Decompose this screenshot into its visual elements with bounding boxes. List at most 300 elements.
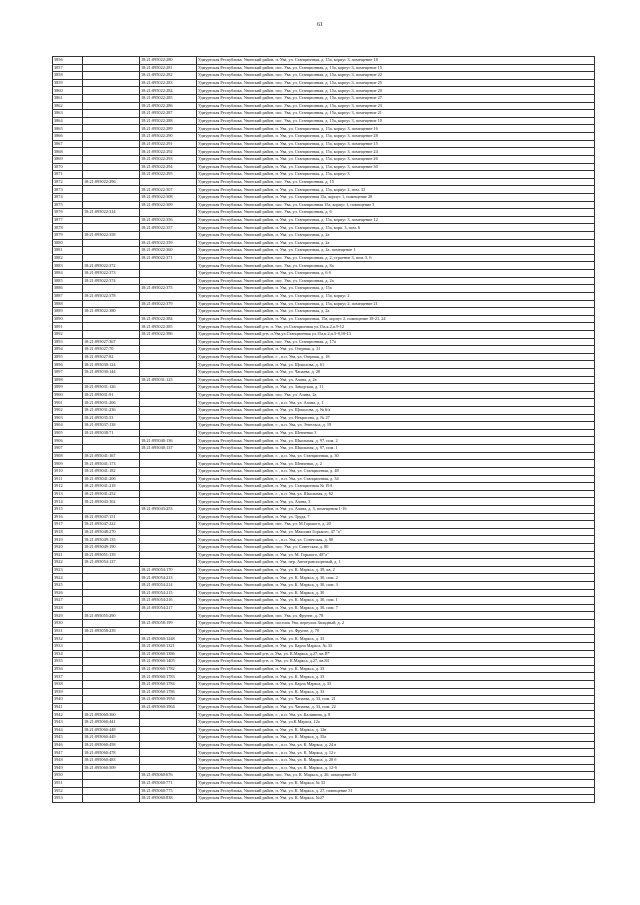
address-cell: Удмуртская Республика, Увинский район, п. Ува, ул. Заводская, д. 11 <box>197 384 595 392</box>
row-number-cell: 3868 <box>53 148 83 156</box>
table-row <box>53 749 595 757</box>
premises-number-cell: 18:21:095060:1964 <box>140 703 197 711</box>
cadastral-number-cell <box>83 665 140 673</box>
row-number-cell: 3945 <box>53 734 83 742</box>
cadastral-number-cell: 18:21:095022:380 <box>83 308 140 316</box>
premises-number-cell <box>140 711 197 719</box>
cadastral-number-cell <box>83 247 140 255</box>
cadastral-number-cell: 18:21:095060:449 <box>83 734 140 742</box>
cadastral-number-cell <box>83 330 140 338</box>
table-row <box>53 148 595 156</box>
address-cell: Удмуртская Республика, Увинский район, г. , п.п. Ува, ул. Школьная, д. 62 <box>197 490 595 498</box>
row-number-cell: 3860 <box>53 87 83 95</box>
premises-number-cell: 18:21:095040:137 <box>140 445 197 453</box>
premises-number-cell: 18:21:095022:307 <box>140 186 197 194</box>
cadastral-number-cell <box>83 186 140 194</box>
page-number: 61 <box>317 22 323 28</box>
address-cell: Удмуртская Республика, Увинский район, п. Ува, ул. Чапаева, д. 33, пом. 21 <box>197 696 595 704</box>
row-number-cell: 3881 <box>53 247 83 255</box>
premises-number-cell <box>140 368 197 376</box>
cadastral-number-cell: 18:21:095022:358 <box>83 232 140 240</box>
premises-number-cell <box>140 407 197 415</box>
cadastral-number-cell <box>83 102 140 110</box>
premises-number-cell <box>140 498 197 506</box>
address-cell: Удмуртская Республика, Увинский район, п. Ува, ул. Щоколова, д. № 6/а <box>197 407 595 415</box>
address-cell: Удмуртская Республика, Увинский район, п. Ува, ул. К. Маркса, д. 35а <box>197 734 595 742</box>
address-cell: Удмуртская Республика, Увинский район, п. Ува, ул. Станционная, д. 15а, корпус 3, помещение 15 <box>197 140 595 148</box>
address-cell: Удмуртская Республика, Увинский район, г. , п.п. Ува, ул. Энгельса, д. 19 <box>197 422 595 430</box>
row-number-cell: 3856 <box>53 57 83 65</box>
cadastral-number-cell: 18:21:095041:218 <box>83 483 140 491</box>
address-cell: Удмуртская Республика, Увинский район, пос. Ува, ул. Станционная, д. 2а <box>197 277 595 285</box>
address-cell: Удмуртская Республика, Увинский район, п. Ува, ул. Станционная, д. 2а <box>197 239 595 247</box>
cadastral-number-cell <box>83 597 140 605</box>
cadastral-number-cell: 18:21:095022:372 <box>83 262 140 270</box>
address-cell: Удмуртская Республика, Увинский район, п. Ува, ул. Станционная, д. 15а <box>197 285 595 293</box>
row-number-cell: 3901 <box>53 399 83 407</box>
table-row <box>53 155 595 163</box>
address-cell: Удмуртская Республика, Увинский район, поселок Ува, переулок Западный, д. 2 <box>197 620 595 628</box>
cadastral-number-cell: 18:21:095049:190 <box>83 544 140 552</box>
table-row <box>53 483 595 491</box>
premises-number-cell: 18:21:095022:282 <box>140 72 197 80</box>
row-number-cell: 3874 <box>53 193 83 201</box>
premises-number-cell: 18:21:095022:292 <box>140 148 197 156</box>
premises-number-cell <box>140 209 197 217</box>
table-row <box>53 193 595 201</box>
premises-number-cell: 18:21:095060:1386 <box>140 650 197 658</box>
premises-number-cell: 18:21:095022:291 <box>140 140 197 148</box>
address-cell: Удмуртская Республика, Увинский район, п. Ува, ул. Озерная, д. 21 <box>197 346 595 354</box>
address-cell: Удмуртская Республика, Увинский район, г. , п.п. Ува, ул. Станционная, д. 34 <box>197 475 595 483</box>
row-number-cell: 3936 <box>53 665 83 673</box>
address-cell: Удмуртская Республика, Увинский р-н, п. Ува, ул. К.Маркса, д.27, кв.84 <box>197 658 595 666</box>
cadastral-number-cell: 18:21:095027:82 <box>83 353 140 361</box>
premises-number-cell <box>140 460 197 468</box>
cadastral-number-cell <box>83 148 140 156</box>
cadastral-number-cell <box>83 620 140 628</box>
row-number-cell: 3908 <box>53 452 83 460</box>
premises-number-cell <box>140 559 197 567</box>
premises-number-cell <box>140 399 197 407</box>
premises-number-cell: 18:21:095040:136 <box>140 437 197 445</box>
address-cell: Удмуртская Республика, Увинский район, п. Ува, ул. Карла Маркса, д. 33 <box>197 680 595 688</box>
cadastral-number-cell <box>83 772 140 780</box>
table-row <box>53 95 595 103</box>
address-cell: Удмуртская Республика, Увинский район, п. Ува, ул. Чапаева, д. 28 <box>197 368 595 376</box>
cadastral-number-cell <box>83 87 140 95</box>
row-number-cell: 3889 <box>53 308 83 316</box>
row-number-cell: 3911 <box>53 475 83 483</box>
address-cell: Удмуртская Республика, Увинский район, п. Ува, ул. Азина, 3 <box>197 498 595 506</box>
cadastral-number-cell: 18:21:095049:135 <box>83 536 140 544</box>
premises-number-cell <box>140 521 197 529</box>
premises-number-cell <box>140 719 197 727</box>
address-cell: Удмуртская Республика, Увинский район, пос. Ува, ул. Станционная, д. 8а <box>197 262 595 270</box>
row-number-cell: 3896 <box>53 361 83 369</box>
address-cell: Удмуртская Республика, Увинский район, пос. Ува, ул. Станционная, д. 15а, корпус 3, помещение 20 <box>197 87 595 95</box>
row-number-cell: 3877 <box>53 216 83 224</box>
row-number-cell: 3950 <box>53 772 83 780</box>
premises-number-cell <box>140 528 197 536</box>
row-number-cell: 3913 <box>53 490 83 498</box>
address-cell: Удмуртская Республика, Увинский район, п. Ува, ул. Станционная, д. 2а <box>197 308 595 316</box>
cadastral-number-cell: 18:21:095060:441 <box>83 719 140 727</box>
cadastral-number-cell <box>83 110 140 118</box>
premises-number-cell <box>140 422 197 430</box>
premises-number-cell <box>140 467 197 475</box>
table-row <box>53 232 595 240</box>
table-row <box>53 376 595 384</box>
premises-number-cell: 18:21:095022:384 <box>140 315 197 323</box>
address-cell: Удмуртская Республика, Увинский район, п. Ува, ул. Станционная, д. 15а, корпус 2, помещение 21 <box>197 300 595 308</box>
table-row <box>53 391 595 399</box>
table-row <box>53 346 595 354</box>
address-cell: Удмуртская Республика, Увинский район, г. , п.п. Ува, ул. К. Маркса, д. 20 б <box>197 757 595 765</box>
cadastral-number-cell <box>83 163 140 171</box>
row-number-cell: 3902 <box>53 407 83 415</box>
table-row <box>53 117 595 125</box>
cadastral-number-cell <box>83 680 140 688</box>
address-cell: Удмуртская Республика, Увинский район, п. Ува, ул. К. Маркса, д. 27, помещение 51 <box>197 787 595 795</box>
row-number-cell: 3931 <box>53 627 83 635</box>
table-row <box>53 133 595 141</box>
row-number-cell: 3897 <box>53 368 83 376</box>
table-row <box>53 642 595 650</box>
address-cell: Удмуртская Республика, Увинский район, п. Ува, ул. Станционная, д. 15а, корпус 2, пом. 33 <box>197 186 595 194</box>
row-number-cell: 3871 <box>53 171 83 179</box>
row-number-cell: 3882 <box>53 254 83 262</box>
row-number-cell: 3953 <box>53 795 83 803</box>
premises-number-cell <box>140 551 197 559</box>
registry-table <box>52 56 595 803</box>
address-cell: Удмуртская Республика, Увинский район, пос. Ува, ул. Станционная, д. 6 <box>197 209 595 217</box>
cadastral-number-cell <box>83 216 140 224</box>
cadastral-number-cell: 18:21:095048:270 <box>83 528 140 536</box>
cadastral-number-cell: 18:21:095030:124 <box>83 361 140 369</box>
table-row <box>53 665 595 673</box>
cadastral-number-cell <box>83 72 140 80</box>
cadastral-number-cell: 18:21:095060:458 <box>83 741 140 749</box>
premises-number-cell: 18:21:095022:287 <box>140 110 197 118</box>
premises-number-cell: 18:21:095060:1783 <box>140 673 197 681</box>
row-number-cell: 3862 <box>53 102 83 110</box>
cadastral-number-cell <box>83 779 140 787</box>
cadastral-number-cell <box>83 635 140 643</box>
address-cell: Удмуртская Республика, Увинский район, пос. Ува, ул. Станционная, д. 15а, корпус 3, помещение 23 <box>197 102 595 110</box>
row-number-cell: 3894 <box>53 346 83 354</box>
premises-number-cell: 18:21:095060:771 <box>140 779 197 787</box>
cadastral-number-cell: 18:21:095022:296 <box>83 178 140 186</box>
cadastral-number-cell: 18:21:095031:126 <box>83 384 140 392</box>
table-row <box>53 719 595 727</box>
address-cell: Удмуртская Республика, Увинский район, п. Ува, ул. Станционная, д. 15а, корпус 3, помещение 24 <box>197 148 595 156</box>
premises-number-cell: 18:21:095060:1782 <box>140 665 197 673</box>
address-cell: Удмуртская Республика, Увинский район, пос. Ува, ул. Станционная, д. 17а <box>197 338 595 346</box>
address-cell: Удмуртская Республика, Увинский район, г. , п.п. Ува, ул. Калинина, д. 8 <box>197 711 595 719</box>
table-row <box>53 521 595 529</box>
cadastral-number-cell: 18:21:095055:290 <box>83 612 140 620</box>
premises-number-cell <box>140 178 197 186</box>
table-row <box>53 125 595 133</box>
row-number-cell: 3935 <box>53 658 83 666</box>
address-cell: Удмуртская Республика, Увинский район, п. Ува, ул. К. Маркса, №27 <box>197 795 595 803</box>
row-number-cell: 3912 <box>53 483 83 491</box>
table-row <box>53 209 595 217</box>
premises-number-cell: 18:21:095022:308 <box>140 193 197 201</box>
premises-number-cell: 18:21:095022:386 <box>140 330 197 338</box>
address-cell: Удмуртская Республика, Увинский район, пос. Ува, ул. Станционная, д. 15а, корпус 3, помещение 27 <box>197 95 595 103</box>
row-number-cell: 3933 <box>53 642 83 650</box>
premises-number-cell: 18:21:095022:385 <box>140 323 197 331</box>
premises-number-cell: 18:21:095060:1321 <box>140 642 197 650</box>
table-row <box>53 726 595 734</box>
address-cell: Удмуртская Республика, Увинский район, п. Ува, ул. Станционная, д. 15а, корп. 3, пом. 6 <box>197 224 595 232</box>
premises-number-cell <box>140 627 197 635</box>
premises-number-cell <box>140 429 197 437</box>
cadastral-number-cell: 18:21:095031:206 <box>83 399 140 407</box>
premises-number-cell <box>140 536 197 544</box>
address-cell: Удмуртская Республика, Увинский район, п. Ува, ул. К. Маркса, д. 33 <box>197 673 595 681</box>
cadastral-number-cell: 18:21:095060:478 <box>83 749 140 757</box>
table-row <box>53 490 595 498</box>
row-number-cell: 3949 <box>53 764 83 772</box>
table-row <box>53 467 595 475</box>
premises-number-cell: 18:21:095060:1248 <box>140 635 197 643</box>
premises-number-cell: 18:21:095022:289 <box>140 125 197 133</box>
row-number-cell: 3895 <box>53 353 83 361</box>
cadastral-number-cell: 18:21:095022:314 <box>83 209 140 217</box>
row-number-cell: 3952 <box>53 787 83 795</box>
address-cell: Удмуртская Республика, Увинский район, пос. Ува, ул. Станционная, д. 15а, корпус 3, помещение 25 <box>197 79 595 87</box>
row-number-cell: 3885 <box>53 277 83 285</box>
address-cell: Удмуртская Республика, Увинский район, п. Ува, ул. К. Маркса, д. 33 <box>197 635 595 643</box>
row-number-cell: 3922 <box>53 559 83 567</box>
premises-number-cell <box>140 277 197 285</box>
row-number-cell: 3926 <box>53 589 83 597</box>
cadastral-number-cell <box>83 445 140 453</box>
row-number-cell: 3887 <box>53 292 83 300</box>
premises-number-cell: 18:21:095054:214 <box>140 582 197 590</box>
cadastral-number-cell <box>83 658 140 666</box>
table-row <box>53 277 595 285</box>
address-cell: Удмуртская Республика, Увинский район, п. Ува, ул. Школьная, д. 97, пом. 2 <box>197 437 595 445</box>
premises-number-cell: 18:21:095022:285 <box>140 95 197 103</box>
address-cell: Удмуртская Республика, Увинский район, п. Ува, ул. Максима Горького, 47 "а" <box>197 528 595 536</box>
address-cell: Удмуртская Республика, Увинский район, пос. Ува, ул. Станционная, д. 15а, корпус 3, помещение 10 <box>197 117 595 125</box>
premises-number-cell: 18:21:095022:295 <box>140 171 197 179</box>
cadastral-number-cell: 18:21:095031:236 <box>83 407 140 415</box>
premises-number-cell <box>140 414 197 422</box>
cadastral-number-cell <box>83 140 140 148</box>
row-number-cell: 3907 <box>53 445 83 453</box>
cadastral-number-cell <box>83 574 140 582</box>
premises-number-cell: 18:21:095022:290 <box>140 133 197 141</box>
premises-number-cell <box>140 262 197 270</box>
table-row <box>53 475 595 483</box>
table-row <box>53 513 595 521</box>
premises-number-cell <box>140 308 197 316</box>
premises-number-cell: 18:21:095060:838 <box>140 795 197 803</box>
cadastral-number-cell: 18:21:095038:71 <box>83 429 140 437</box>
row-number-cell: 3943 <box>53 719 83 727</box>
row-number-cell: 3888 <box>53 300 83 308</box>
table-row <box>53 178 595 186</box>
address-cell: Удмуртская Республика, Увинский район, п. Ува, ул. Шевченко, д. 2 <box>197 460 595 468</box>
table-row <box>53 445 595 453</box>
premises-number-cell <box>140 490 197 498</box>
row-number-cell: 3884 <box>53 270 83 278</box>
table-row <box>53 163 595 171</box>
premises-number-cell: 18:21:095022:309 <box>140 201 197 209</box>
table-row <box>53 140 595 148</box>
table-row <box>53 224 595 232</box>
address-cell: Удмуртская Республика, Увинский район, п. Ува, ул. Станционная, д. 15а, корпус 3, помещение 12 <box>197 216 595 224</box>
table-row <box>53 787 595 795</box>
table-row <box>53 216 595 224</box>
row-number-cell: 3944 <box>53 726 83 734</box>
table-row <box>53 703 595 711</box>
address-cell: Удмуртская Республика, Увинский район, п. Ува, ул. К. Маркса, д. 33 <box>197 688 595 696</box>
cadastral-number-cell <box>83 254 140 262</box>
table-row <box>53 57 595 65</box>
row-number-cell: 3937 <box>53 673 83 681</box>
premises-number-cell <box>140 483 197 491</box>
address-cell: Удмуртская Республика, Увинский район, п. Ува, ул. К. Маркса, д. 30, пом. 2 <box>197 574 595 582</box>
cadastral-number-cell: 18:21:095041:252 <box>83 490 140 498</box>
table-row <box>53 64 595 72</box>
table-row <box>53 201 595 209</box>
row-number-cell: 3883 <box>53 262 83 270</box>
table-row <box>53 422 595 430</box>
premises-number-cell: 18:21:095054:216 <box>140 597 197 605</box>
cadastral-number-cell <box>83 604 140 612</box>
premises-number-cell: 18:21:095022:283 <box>140 79 197 87</box>
cadastral-number-cell: 18:21:095041:182 <box>83 467 140 475</box>
cadastral-number-cell <box>83 323 140 331</box>
cadastral-number-cell <box>83 79 140 87</box>
table-row <box>53 612 595 620</box>
address-cell: Удмуртская Республика, Увинский район, п. Ува, пер. Автотранспортный, д. 1 <box>197 559 595 567</box>
table-row <box>53 399 595 407</box>
table-row <box>53 764 595 772</box>
premises-number-cell <box>140 741 197 749</box>
table-row <box>53 779 595 787</box>
cadastral-number-cell <box>83 376 140 384</box>
table-row <box>53 353 595 361</box>
address-cell: Удмуртская Республика, Увинский район, п. Ува, ул. Станционная, д. 15а, корпус 3 <box>197 171 595 179</box>
premises-number-cell <box>140 361 197 369</box>
table-row <box>53 186 595 194</box>
address-cell: Удмуртская Республика, Увинский район, п. Ува, ул. Станционная № 19А <box>197 483 595 491</box>
row-number-cell: 3939 <box>53 688 83 696</box>
table-row <box>53 498 595 506</box>
cadastral-number-cell: 18:21:095060:509 <box>83 764 140 772</box>
row-number-cell: 3919 <box>53 536 83 544</box>
table-row <box>53 544 595 552</box>
row-number-cell: 3873 <box>53 186 83 194</box>
table-row <box>53 734 595 742</box>
address-cell: Удмуртская Республика, Увинский район, пос. Ува, ул. Станционная, д. 15 <box>197 178 595 186</box>
cadastral-number-cell <box>83 285 140 293</box>
premises-number-cell: 18:21:095054:213 <box>140 574 197 582</box>
cadastral-number-cell: 18:21:095035:53 <box>83 414 140 422</box>
table-row <box>53 300 595 308</box>
address-cell: Удмуртская Республика, Увинский район, пос. Ува, ул. Станционная, д. 15а, корпус 3, помещение 15 <box>197 64 595 72</box>
premises-number-cell: 18:21:095022:379 <box>140 300 197 308</box>
table-row <box>53 330 595 338</box>
premises-number-cell <box>140 475 197 483</box>
table-row <box>53 673 595 681</box>
address-cell: Удмуртская Республика, Увинский район, п. Ува, ул. Фрунзе, д. 70 <box>197 627 595 635</box>
row-number-cell: 3921 <box>53 551 83 559</box>
cadastral-number-cell: 18:21:095051:139 <box>83 551 140 559</box>
cadastral-number-cell: 18:21:095041:167 <box>83 452 140 460</box>
cadastral-number-cell: 18:21:095022:378 <box>83 292 140 300</box>
premises-number-cell <box>140 346 197 354</box>
row-number-cell: 3858 <box>53 72 83 80</box>
row-number-cell: 3946 <box>53 741 83 749</box>
premises-number-cell <box>140 734 197 742</box>
cadastral-number-cell: 18:21:095030:144 <box>83 368 140 376</box>
cadastral-number-cell <box>83 315 140 323</box>
address-cell: Удмуртская Республика, Увинский район, п. Ува, ул. Шевченко 3 <box>197 429 595 437</box>
row-number-cell: 3859 <box>53 79 83 87</box>
address-cell: Удмуртская Республика, Увинский район, п. Ува, ул. Некрасова, д. № 27 <box>197 414 595 422</box>
row-number-cell: 3932 <box>53 635 83 643</box>
table-row <box>53 711 595 719</box>
address-cell: Удмуртская Республика, Увинский р-н, п. Ува, ул. К.Маркса, д.27, кв.П* <box>197 650 595 658</box>
row-number-cell: 3869 <box>53 155 83 163</box>
premises-number-cell <box>140 544 197 552</box>
registry-table-body <box>53 57 595 803</box>
cadastral-number-cell: 18:21:095060:360 <box>83 711 140 719</box>
premises-number-cell: 18:21:095022:375 <box>140 285 197 293</box>
table-row <box>53 270 595 278</box>
premises-number-cell: 18:21:095058:199 <box>140 620 197 628</box>
premises-number-cell: 18:21:095022:281 <box>140 64 197 72</box>
address-cell: Удмуртская Республика, Увинский район, п. Ува, ул. Чапаева, д. 33, пом. 22 <box>197 703 595 711</box>
address-cell: Удмуртская Республика, Увинский район, п. Ува, ул. М. Горького, 48"а" <box>197 551 595 559</box>
cadastral-number-cell: 18:21:095043:102 <box>83 498 140 506</box>
address-cell: Удмуртская Республика, Увинский район, п. Ува, ул. Станционная, д. 15а, корпус 3, помещение 30 <box>197 163 595 171</box>
premises-number-cell: 18:21:095060:1405 <box>140 658 197 666</box>
address-cell: Удмуртская Республика, Увинский район, г. , п.п. Ува, ул. Озерная, д. 18 <box>197 353 595 361</box>
cadastral-number-cell <box>83 437 140 445</box>
premises-number-cell <box>140 513 197 521</box>
premises-number-cell: 18:21:095060:1784 <box>140 680 197 688</box>
row-number-cell: 3875 <box>53 201 83 209</box>
table-row <box>53 384 595 392</box>
table-row <box>53 574 595 582</box>
row-number-cell: 3865 <box>53 125 83 133</box>
row-number-cell: 3941 <box>53 703 83 711</box>
table-row <box>53 285 595 293</box>
row-number-cell: 3934 <box>53 650 83 658</box>
address-cell: Удмуртская Республика, Увинский район, г. , п.п. Ува, ул. К. Маркса, д. 12-б <box>197 764 595 772</box>
table-row <box>53 452 595 460</box>
table-row <box>53 658 595 666</box>
address-cell: Удмуртская Республика, Увинский район, г. , п.п. Ува, ул. Азина, д. 1 <box>197 399 595 407</box>
address-cell: Удмуртская Республика, Увинский р-н, п.Ува,ул.Станционная ул.15а,к.2,п.5-8,10-13 <box>197 330 595 338</box>
premises-number-cell: 18:21:095054:170 <box>140 566 197 574</box>
premises-number-cell: 18:21:095022:293 <box>140 155 197 163</box>
row-number-cell: 3870 <box>53 163 83 171</box>
address-cell: Удмуртская Республика, Увинский район, пос. Ува, ул. Станционная, д. 2, строение 3, пом. 5, 6 <box>197 254 595 262</box>
premises-number-cell: 18:21:095022:280 <box>140 57 197 65</box>
premises-number-cell <box>140 612 197 620</box>
address-cell: Удмуртская Республика, Увинский район, г. , п.п. Ува, ул. Станционная, д. 30 <box>197 452 595 460</box>
